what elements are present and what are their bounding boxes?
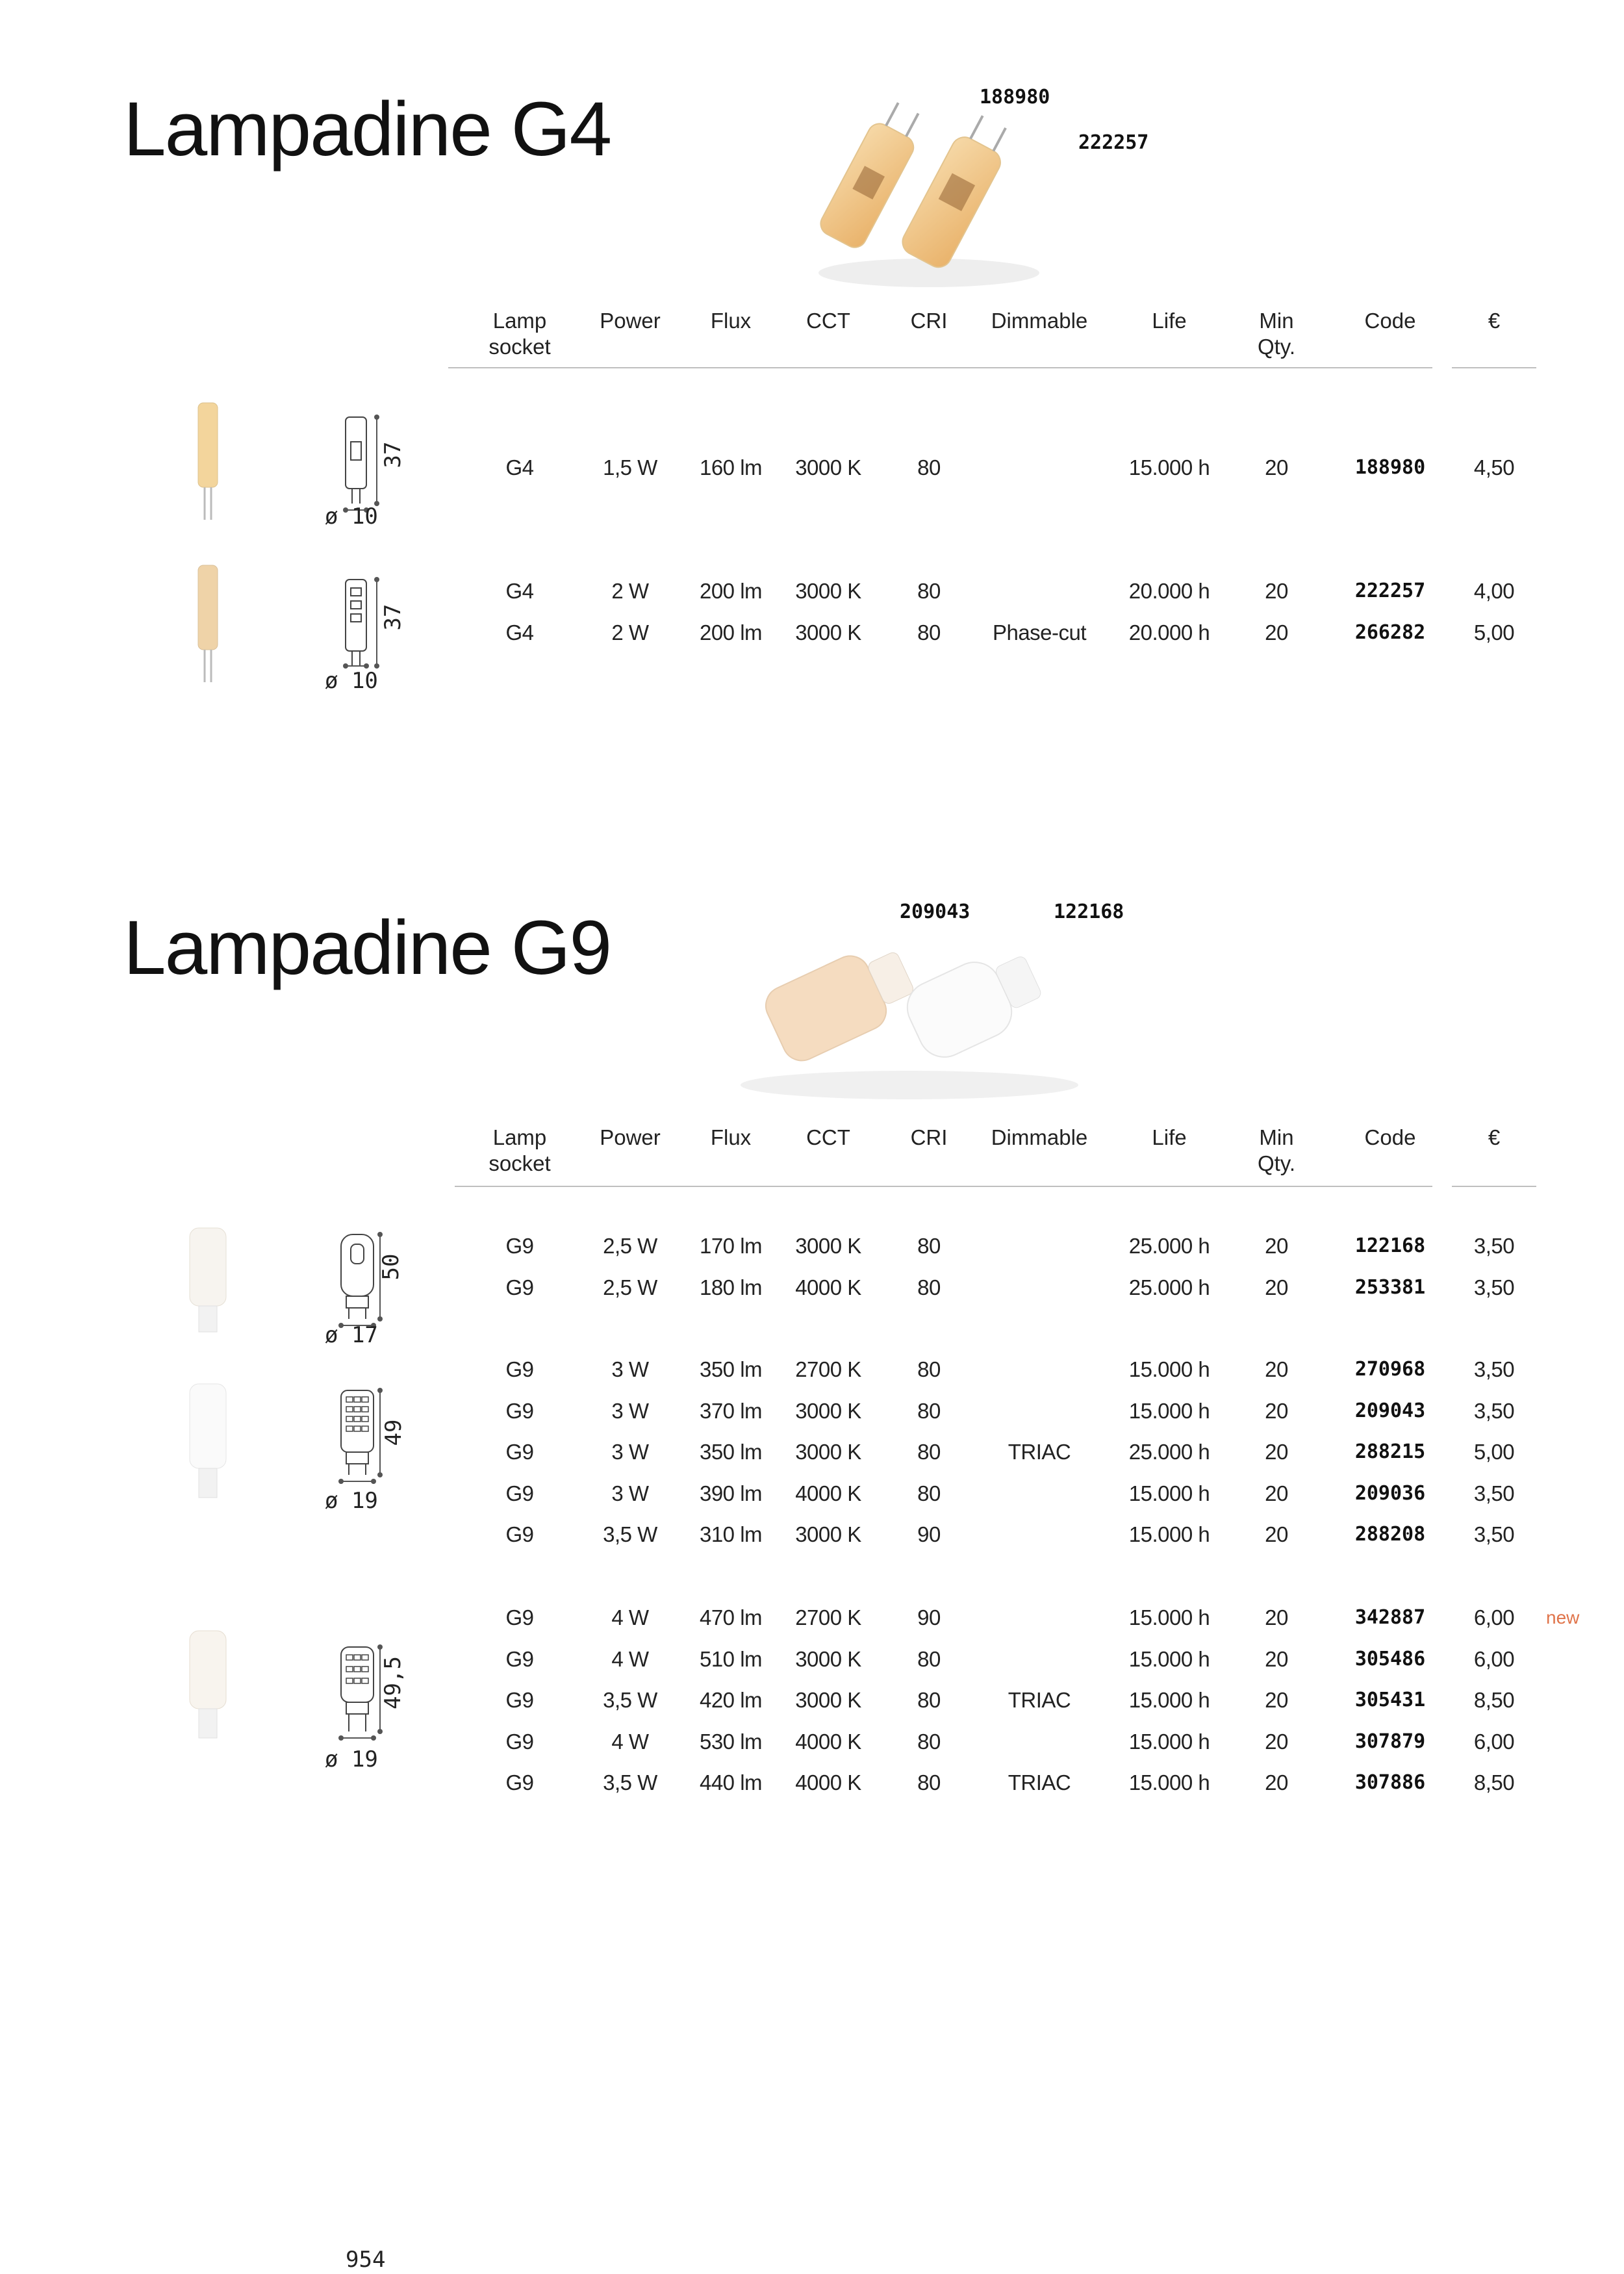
cell-cri: 80: [917, 1440, 941, 1464]
cell-power: 3 W: [611, 1398, 649, 1423]
cell-life: 15.000 h: [1128, 1481, 1210, 1505]
cell-cri: 80: [917, 455, 941, 479]
header-rule: [1452, 367, 1536, 368]
cell-qty: 20: [1265, 1646, 1288, 1671]
diameter-dimension: ø 17: [325, 1322, 378, 1348]
col-header-power: Power: [600, 309, 661, 333]
cell-socket: G9: [505, 1770, 534, 1795]
cell-qty: 20: [1265, 1522, 1288, 1546]
cell-qty: 20: [1265, 1605, 1288, 1629]
cell-cri: 80: [917, 1275, 941, 1299]
cell-life: 15.000 h: [1128, 1729, 1210, 1754]
cell-flux: 350 lm: [699, 1357, 763, 1381]
cell-cri: 90: [917, 1522, 941, 1546]
height-dimension: 50: [378, 1253, 404, 1281]
section-title-g4: Lampadine G4: [123, 86, 611, 172]
cell-power: 1,5 W: [603, 455, 657, 479]
cell-dimmable: TRIAC: [1008, 1688, 1071, 1712]
cell-life: 15.000 h: [1128, 1398, 1210, 1423]
cell-cct: 3000 K: [795, 579, 861, 603]
cell-code: 122168: [1354, 1234, 1426, 1257]
cell-cri: 80: [917, 1770, 941, 1795]
bulb-photo-g9: [182, 1377, 234, 1507]
photo-code-label: 122168: [1054, 901, 1124, 923]
cell-cct: 2700 K: [795, 1357, 861, 1381]
cell-qty: 20: [1265, 1398, 1288, 1423]
cell-flux: 170 lm: [699, 1234, 763, 1258]
cell-qty: 20: [1265, 620, 1288, 645]
cell-cri: 80: [917, 1357, 941, 1381]
product-photo-g4: [806, 97, 1039, 292]
bulb-photo-g4: [188, 559, 227, 689]
cell-power: 3 W: [611, 1481, 649, 1505]
photo-code-label: 222257: [1078, 131, 1149, 154]
cell-price: 5,00: [1473, 1440, 1515, 1464]
cell-cct: 4000 K: [795, 1481, 861, 1505]
cell-flux: 440 lm: [699, 1770, 763, 1795]
cell-cri: 80: [917, 1481, 941, 1505]
cell-code: 305431: [1354, 1689, 1426, 1711]
cell-cri: 80: [917, 1398, 941, 1423]
cell-power: 3,5 W: [603, 1522, 657, 1546]
cell-cct: 4000 K: [795, 1770, 861, 1795]
cell-qty: 20: [1265, 1688, 1288, 1712]
cell-power: 3 W: [611, 1440, 649, 1464]
cell-life: 15.000 h: [1128, 1605, 1210, 1629]
cell-flux: 470 lm: [699, 1605, 763, 1629]
cell-flux: 200 lm: [699, 620, 763, 645]
height-dimension: 37: [380, 441, 406, 468]
cell-cri: 80: [917, 620, 941, 645]
cell-life: 15.000 h: [1128, 1522, 1210, 1546]
cell-power: 2 W: [611, 579, 649, 603]
col-header-qty: Min Qty.: [1257, 1125, 1296, 1175]
header-rule: [1452, 1186, 1536, 1187]
cell-cct: 3000 K: [795, 455, 861, 479]
cell-flux: 310 lm: [699, 1522, 763, 1546]
height-dimension: 49: [381, 1419, 407, 1446]
cell-qty: 20: [1265, 1357, 1288, 1381]
cell-cct: 3000 K: [795, 1398, 861, 1423]
col-header-code: Code: [1364, 1125, 1416, 1149]
cell-cri: 80: [917, 1646, 941, 1671]
col-header-price: €: [1488, 309, 1501, 333]
cell-flux: 510 lm: [699, 1646, 763, 1671]
cell-socket: G9: [505, 1646, 534, 1671]
cell-flux: 420 lm: [699, 1688, 763, 1712]
cell-socket: G9: [505, 1688, 534, 1712]
cell-socket: G9: [505, 1398, 534, 1423]
cell-socket: G9: [505, 1357, 534, 1381]
product-photo-g9: [728, 923, 1091, 1105]
header-rule: [455, 1186, 1432, 1187]
cell-power: 3,5 W: [603, 1688, 657, 1712]
cell-socket: G4: [505, 620, 534, 645]
diameter-dimension: ø 19: [325, 1746, 378, 1772]
cell-power: 3,5 W: [603, 1770, 657, 1795]
diameter-dimension: ø 10: [325, 504, 378, 530]
cell-power: 4 W: [611, 1729, 649, 1754]
cell-code: 288215: [1354, 1440, 1426, 1463]
col-header-code: Code: [1364, 309, 1416, 333]
cell-power: 4 W: [611, 1605, 649, 1629]
cell-price: 3,50: [1473, 1275, 1515, 1299]
cell-cri: 80: [917, 579, 941, 603]
photo-code-label: 188980: [980, 86, 1050, 109]
cell-life: 20.000 h: [1128, 579, 1210, 603]
height-dimension: 37: [380, 604, 406, 631]
col-header-cct: CCT: [806, 309, 850, 333]
cell-code: 222257: [1354, 580, 1426, 602]
cell-qty: 20: [1265, 1729, 1288, 1754]
cell-code: 307886: [1354, 1771, 1426, 1794]
cell-cct: 3000 K: [795, 1688, 861, 1712]
cell-flux: 350 lm: [699, 1440, 763, 1464]
cell-price: 6,00: [1473, 1646, 1515, 1671]
cell-flux: 530 lm: [699, 1729, 763, 1754]
col-header-dimmable: Dimmable: [991, 309, 1088, 333]
cell-qty: 20: [1265, 1770, 1288, 1795]
cell-price: 3,50: [1473, 1481, 1515, 1505]
cell-power: 2,5 W: [603, 1275, 657, 1299]
cell-dimmable: Phase-cut: [992, 620, 1087, 645]
cell-code: 342887: [1354, 1606, 1426, 1629]
cell-life: 25.000 h: [1128, 1275, 1210, 1299]
cell-cri: 80: [917, 1729, 941, 1754]
header-rule: [448, 367, 1432, 368]
cell-cri: 80: [917, 1234, 941, 1258]
cell-life: 15.000 h: [1128, 1688, 1210, 1712]
col-header-flux: Flux: [710, 1125, 752, 1149]
cell-qty: 20: [1265, 1481, 1288, 1505]
cell-flux: 200 lm: [699, 579, 763, 603]
cell-flux: 370 lm: [699, 1398, 763, 1423]
cell-life: 15.000 h: [1128, 1770, 1210, 1795]
cell-qty: 20: [1265, 455, 1288, 479]
cell-price: 8,50: [1473, 1770, 1515, 1795]
cell-price: 8,50: [1473, 1688, 1515, 1712]
section-title-g9: Lampadine G9: [123, 905, 611, 991]
cell-code: 288208: [1354, 1523, 1426, 1546]
col-header-cct: CCT: [806, 1125, 850, 1149]
cell-cri: 90: [917, 1605, 941, 1629]
cell-cct: 4000 K: [795, 1275, 861, 1299]
cell-socket: G9: [505, 1522, 534, 1546]
cell-flux: 160 lm: [699, 455, 763, 479]
cell-power: 2,5 W: [603, 1234, 657, 1258]
cell-cct: 2700 K: [795, 1605, 861, 1629]
diameter-dimension: ø 10: [325, 668, 378, 694]
cell-price: 4,00: [1473, 579, 1515, 603]
cell-cct: 3000 K: [795, 620, 861, 645]
cell-socket: G9: [505, 1440, 534, 1464]
cell-cri: 80: [917, 1688, 941, 1712]
cell-qty: 20: [1265, 1275, 1288, 1299]
col-header-life: Life: [1152, 1125, 1187, 1149]
col-header-dimmable: Dimmable: [991, 1125, 1088, 1149]
cell-code: 266282: [1354, 620, 1426, 644]
cell-price: 6,00: [1473, 1729, 1515, 1754]
cell-price: 3,50: [1473, 1357, 1515, 1381]
diameter-dimension: ø 19: [325, 1488, 378, 1514]
cell-price: 5,00: [1473, 620, 1515, 645]
new-badge: new: [1546, 1607, 1580, 1628]
cell-life: 15.000 h: [1128, 455, 1210, 479]
cell-socket: G9: [505, 1605, 534, 1629]
col-header-cri: CRI: [910, 309, 948, 333]
cell-cct: 3000 K: [795, 1234, 861, 1258]
cell-flux: 390 lm: [699, 1481, 763, 1505]
cell-code: 305486: [1354, 1647, 1426, 1670]
cell-code: 270968: [1354, 1358, 1426, 1381]
bulb-photo-g9: [182, 1624, 234, 1754]
cell-socket: G9: [505, 1481, 534, 1505]
cell-socket: G9: [505, 1234, 534, 1258]
cell-socket: G4: [505, 579, 534, 603]
cell-flux: 180 lm: [699, 1275, 763, 1299]
cell-code: 209043: [1354, 1399, 1426, 1422]
cell-power: 4 W: [611, 1646, 649, 1671]
cell-life: 15.000 h: [1128, 1646, 1210, 1671]
cell-cct: 3000 K: [795, 1646, 861, 1671]
col-header-socket: Lamp socket: [488, 1125, 551, 1175]
cell-price: 3,50: [1473, 1398, 1515, 1423]
col-header-qty: Min Qty.: [1257, 309, 1296, 359]
bulb-photo-g4: [188, 396, 227, 526]
col-header-flux: Flux: [710, 309, 752, 333]
cell-life: 25.000 h: [1128, 1234, 1210, 1258]
cell-qty: 20: [1265, 579, 1288, 603]
col-header-life: Life: [1152, 309, 1187, 333]
cell-socket: G9: [505, 1275, 534, 1299]
height-dimension: 49,5: [380, 1656, 406, 1709]
cell-price: 4,50: [1473, 455, 1515, 479]
cell-dimmable: TRIAC: [1008, 1770, 1071, 1795]
col-header-price: €: [1488, 1125, 1501, 1149]
col-header-socket: Lamp socket: [488, 309, 551, 359]
cell-life: 15.000 h: [1128, 1357, 1210, 1381]
cell-code: 307879: [1354, 1730, 1426, 1753]
cell-code: 188980: [1354, 456, 1426, 479]
cell-socket: G9: [505, 1729, 534, 1754]
photo-code-label: 209043: [900, 901, 971, 923]
cell-dimmable: TRIAC: [1008, 1440, 1071, 1464]
cell-price: 3,50: [1473, 1234, 1515, 1258]
cell-qty: 20: [1265, 1234, 1288, 1258]
cell-code: 253381: [1354, 1275, 1426, 1299]
cell-life: 25.000 h: [1128, 1440, 1210, 1464]
cell-socket: G4: [505, 455, 534, 479]
col-header-power: Power: [600, 1125, 661, 1149]
cell-code: 209036: [1354, 1481, 1426, 1505]
cell-price: 3,50: [1473, 1522, 1515, 1546]
cell-cct: 3000 K: [795, 1440, 861, 1464]
col-header-cri: CRI: [910, 1125, 948, 1149]
page-number: 954: [346, 2247, 386, 2273]
cell-cct: 3000 K: [795, 1522, 861, 1546]
cell-life: 20.000 h: [1128, 620, 1210, 645]
cell-power: 2 W: [611, 620, 649, 645]
cell-qty: 20: [1265, 1440, 1288, 1464]
cell-power: 3 W: [611, 1357, 649, 1381]
cell-price: 6,00: [1473, 1605, 1515, 1629]
cell-cct: 4000 K: [795, 1729, 861, 1754]
bulb-photo-g9: [182, 1221, 234, 1338]
